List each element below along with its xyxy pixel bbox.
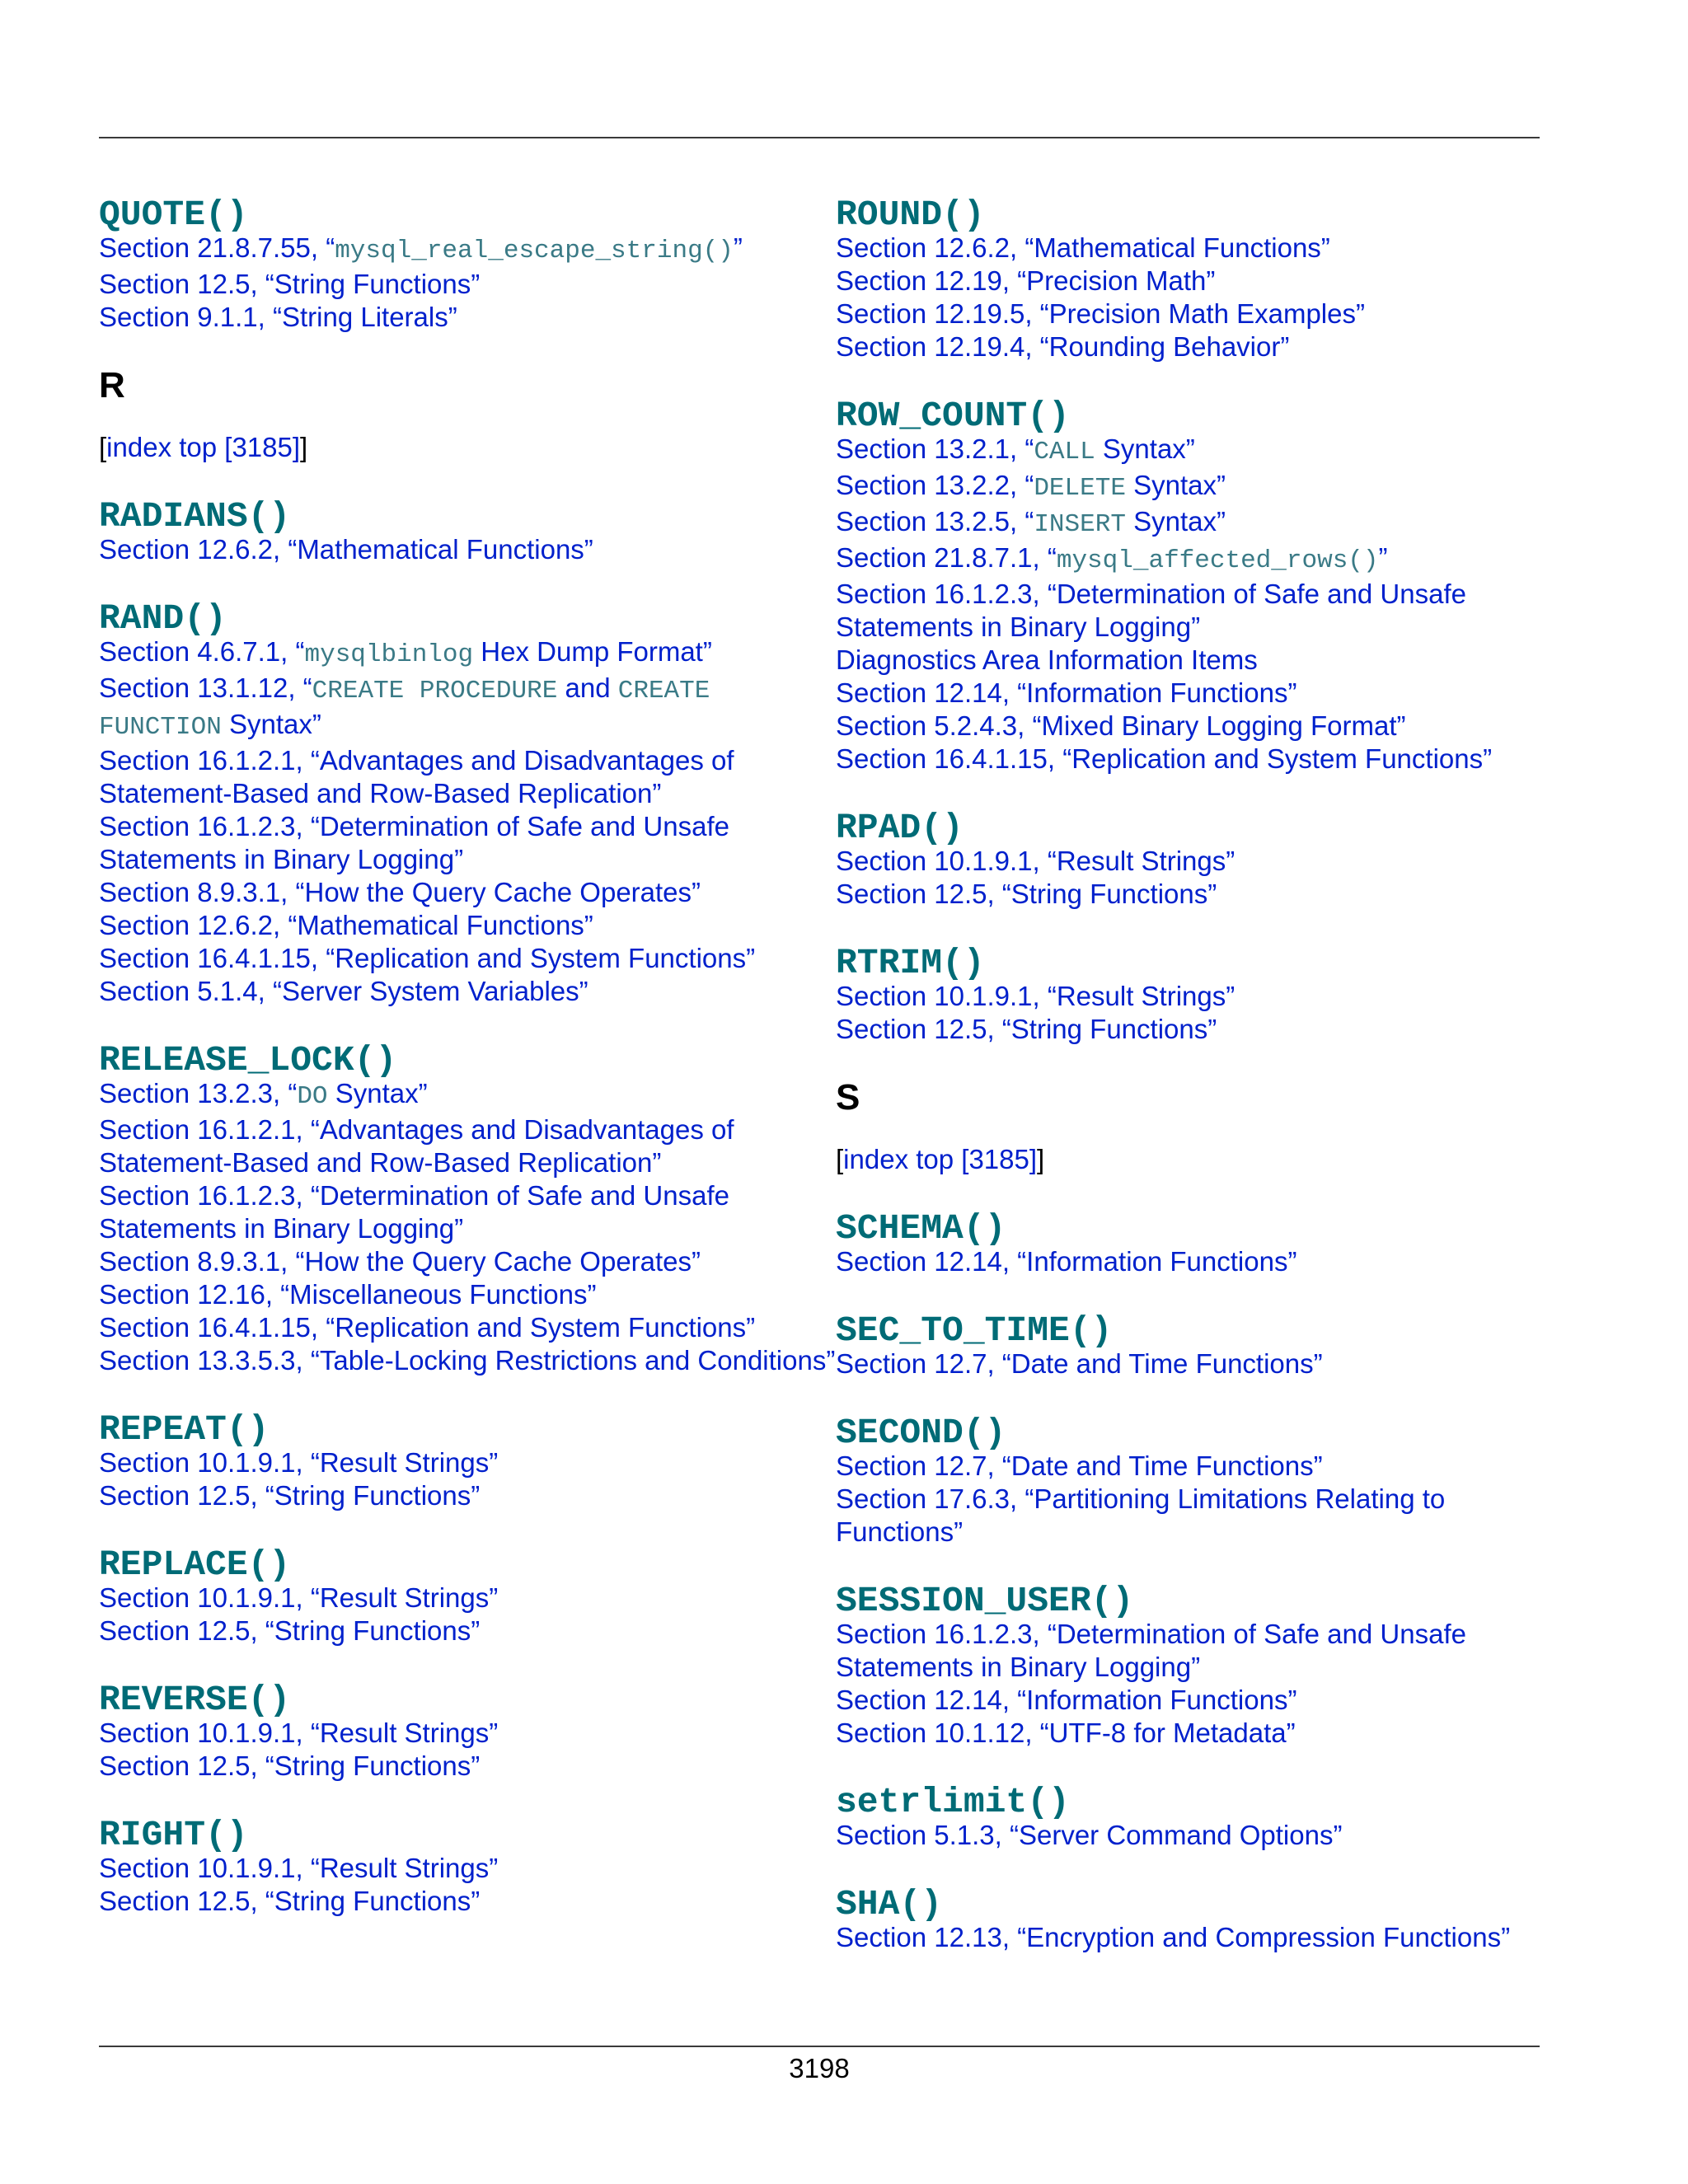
reference-text: Section 12.6.2, “Mathematical Functions”: [99, 910, 593, 940]
code-literal: mysql_affected_rows(): [1056, 546, 1379, 575]
index-reference-link[interactable]: [99, 909, 841, 942]
letter-section: [836, 1077, 1578, 1176]
index-term: RTRIM(): [836, 943, 985, 983]
index-term: RPAD(): [836, 808, 964, 848]
index-entry: [99, 1679, 841, 1783]
index-term: SECOND(): [836, 1413, 1006, 1453]
index-term: SCHEMA(): [836, 1208, 1006, 1249]
index-reference-link[interactable]: [836, 677, 1578, 710]
reference-text: Section 12.13, “Encryption and Compression Functions”: [836, 1922, 1511, 1952]
code-literal: mysql_real_escape_string(): [335, 237, 734, 265]
index-entry: [836, 1580, 1578, 1750]
reference-text: Section 12.14, “Information Functions”: [836, 677, 1297, 708]
index-entry: [99, 194, 841, 334]
index-reference-link[interactable]: [99, 1717, 841, 1750]
index-reference-link[interactable]: [836, 845, 1578, 878]
index-reference-link[interactable]: [99, 1245, 841, 1278]
index-entry: [99, 1408, 841, 1512]
reference-text: Section 16.1.2.1, “Advantages and Disadvantages of Statement-Based and Row-Based Replication”: [99, 745, 734, 808]
index-term: REVERSE(): [99, 1680, 291, 1720]
reference-text: Section 12.19.5, “Precision Math Examples”: [836, 298, 1365, 329]
index-reference-link[interactable]: [99, 975, 841, 1008]
reference-text: Section 13.2.1, “: [836, 434, 1034, 464]
index-reference-link[interactable]: [99, 876, 841, 909]
index-term: REPEAT(): [99, 1409, 270, 1450]
index-entry: [836, 1310, 1578, 1380]
index-reference-link[interactable]: [99, 1479, 841, 1512]
index-reference-link[interactable]: [99, 1077, 841, 1113]
reference-text: Section 5.1.3, “Server Command Options”: [836, 1820, 1343, 1850]
index-term: SESSION_USER(): [836, 1581, 1134, 1621]
index-term: ROUND(): [836, 194, 985, 235]
reference-text: Section 12.6.2, “Mathematical Functions”: [836, 232, 1330, 263]
index-entry: [836, 1883, 1578, 1954]
reference-text: and: [557, 673, 618, 703]
index-reference-link[interactable]: [836, 232, 1578, 265]
header-rule: [99, 137, 1540, 138]
index-entry: [836, 1781, 1578, 1852]
index-term: SEC_TO_TIME(): [836, 1310, 1113, 1351]
reference-text: Section 16.1.2.3, “Determination of Safe and Unsafe Statements in Binary Logging”: [836, 1619, 1466, 1682]
code-literal: DO: [297, 1082, 328, 1111]
index-entry: [99, 1814, 841, 1918]
index-top-nav: [index top [3185]]: [99, 432, 308, 462]
index-reference-link[interactable]: [836, 1013, 1578, 1046]
index-reference-link[interactable]: [836, 644, 1578, 677]
reference-text: Syntax”: [327, 1078, 428, 1108]
letter-heading: R: [99, 365, 125, 405]
index-entry: [836, 194, 1578, 363]
index-entry: [836, 1412, 1578, 1549]
index-reference-link[interactable]: [99, 1446, 841, 1479]
index-entry: [836, 1207, 1578, 1278]
reference-text: Section 10.1.9.1, “Result Strings”: [99, 1582, 499, 1613]
reference-text: Section 12.14, “Information Functions”: [836, 1685, 1297, 1715]
reference-text: Section 16.1.2.3, “Determination of Safe and Unsafe Statements in Binary Logging”: [99, 1180, 729, 1244]
index-reference-link[interactable]: [99, 1311, 841, 1344]
index-reference-link[interactable]: [836, 743, 1578, 776]
index-reference-link[interactable]: [99, 268, 841, 301]
index-column-left: [99, 194, 841, 1949]
index-reference-link[interactable]: [836, 710, 1578, 743]
index-reference-link[interactable]: [836, 1618, 1578, 1684]
reference-text: Hex Dump Format”: [473, 636, 712, 667]
index-reference-link[interactable]: [836, 1450, 1578, 1483]
reference-text: Syntax”: [1125, 506, 1226, 537]
index-reference-link[interactable]: [836, 265, 1578, 298]
reference-text: Section 12.5, “String Functions”: [99, 1615, 481, 1646]
reference-text: Section 10.1.9.1, “Result Strings”: [836, 981, 1236, 1011]
index-term: RIGHT(): [99, 1815, 248, 1855]
reference-text: Section 21.8.7.1, “: [836, 542, 1057, 573]
reference-text: Syntax”: [221, 709, 321, 739]
reference-text: Section 12.7, “Date and Time Functions”: [836, 1451, 1323, 1481]
reference-text: Section 12.7, “Date and Time Functions”: [836, 1348, 1323, 1379]
reference-text: Section 13.3.5.3, “Table-Locking Restrictions and Conditions”: [99, 1345, 836, 1376]
code-literal: CREATE FUNCTION: [99, 677, 710, 742]
index-entry: [836, 395, 1578, 776]
reference-text: Section 5.2.4.3, “Mixed Binary Logging Format”: [836, 710, 1406, 741]
index-reference-link[interactable]: [99, 672, 841, 744]
index-entry: [836, 807, 1578, 911]
reference-text: Section 13.2.5, “: [836, 506, 1034, 537]
reference-text: Section 12.5, “String Functions”: [836, 1014, 1217, 1044]
index-reference-link[interactable]: [99, 301, 841, 334]
reference-text: Section 12.5, “String Functions”: [836, 879, 1217, 909]
index-reference-link[interactable]: [836, 469, 1578, 505]
index-entry: [99, 1544, 841, 1647]
reference-text: Section 16.1.2.3, “Determination of Safe and Unsafe Statements in Binary Logging”: [836, 579, 1466, 642]
reference-text: Section 12.19.4, “Rounding Behavior”: [836, 331, 1290, 362]
index-reference-link[interactable]: [99, 1344, 841, 1377]
reference-text: Syntax”: [1125, 470, 1226, 500]
index-reference-link[interactable]: [836, 298, 1578, 330]
index-entry: [99, 1039, 841, 1377]
index-reference-link[interactable]: [99, 810, 841, 876]
index-reference-link[interactable]: [99, 942, 841, 975]
index-reference-link[interactable]: [99, 1113, 841, 1179]
index-reference-link[interactable]: [836, 1684, 1578, 1717]
letter-section: [99, 365, 841, 464]
reference-text: Section 5.1.4, “Server System Variables”: [99, 976, 588, 1006]
index-column-right: [836, 194, 1578, 1985]
index-reference-link[interactable]: [99, 1615, 841, 1647]
reference-text: Section 4.6.7.1, “: [99, 636, 305, 667]
index-top-link[interactable]: index top [3185]: [106, 432, 301, 462]
reference-text: ”: [1378, 542, 1388, 573]
code-literal: CALL: [1034, 438, 1095, 466]
index-reference-link[interactable]: [836, 1245, 1578, 1278]
index-top-nav: [index top [3185]]: [836, 1144, 1045, 1174]
reference-text: Section 10.1.9.1, “Result Strings”: [836, 846, 1236, 876]
index-reference-link[interactable]: [99, 1278, 841, 1311]
index-term: RADIANS(): [99, 496, 291, 537]
reference-text: Section 10.1.12, “UTF-8 for Metadata”: [836, 1718, 1296, 1748]
index-entry: [836, 942, 1578, 1046]
footer-rule: [99, 2046, 1540, 2047]
index-entry: [99, 598, 841, 1008]
index-reference-link[interactable]: [836, 1717, 1578, 1750]
index-entry: [99, 495, 841, 566]
index-reference-link[interactable]: [836, 878, 1578, 911]
reference-text: Section 16.1.2.3, “Determination of Safe and Unsafe Statements in Binary Logging”: [99, 811, 729, 874]
reference-text: Section 12.16, “Miscellaneous Functions”: [99, 1279, 597, 1310]
index-term: setrlimit(): [836, 1782, 1070, 1822]
index-term: RELEASE_LOCK(): [99, 1040, 397, 1080]
index-reference-link[interactable]: [836, 433, 1578, 469]
reference-text: Section 16.4.1.15, “Replication and System Functions”: [836, 743, 1493, 774]
reference-text: Section 12.5, “String Functions”: [99, 1886, 481, 1916]
index-reference-link[interactable]: [836, 1483, 1578, 1549]
index-reference-link[interactable]: [99, 1885, 841, 1918]
index-reference-link[interactable]: [99, 1179, 841, 1245]
index-reference-link[interactable]: [99, 635, 841, 672]
reference-text: Section 10.1.9.1, “Result Strings”: [99, 1447, 499, 1478]
index-reference-link[interactable]: [836, 578, 1578, 644]
reference-text: Section 13.1.12, “: [99, 673, 312, 703]
reference-text: Section 12.14, “Information Functions”: [836, 1246, 1297, 1277]
index-reference-link[interactable]: [99, 1750, 841, 1783]
reference-text: Section 12.5, “String Functions”: [99, 1750, 481, 1781]
index-reference-link[interactable]: [836, 980, 1578, 1013]
reference-text: Section 21.8.7.55, “: [99, 232, 335, 263]
reference-text: Section 17.6.3, “Partitioning Limitations Relating to Functions”: [836, 1483, 1446, 1547]
page-number: 3198: [789, 2053, 850, 2083]
index-reference-link[interactable]: [99, 1852, 841, 1885]
reference-text: Section 16.4.1.15, “Replication and System Functions”: [99, 943, 756, 973]
reference-text: Syntax”: [1095, 434, 1195, 464]
index-reference-link[interactable]: [99, 1582, 841, 1615]
reference-text: Diagnostics Area Information Items: [836, 644, 1258, 675]
index-term: QUOTE(): [99, 194, 248, 235]
reference-text: Section 10.1.9.1, “Result Strings”: [99, 1853, 499, 1883]
index-reference-link[interactable]: [836, 541, 1578, 578]
reference-text: ”: [733, 232, 743, 263]
index-reference-link[interactable]: [836, 1347, 1578, 1380]
index-reference-link[interactable]: [836, 505, 1578, 541]
code-literal: DELETE: [1034, 474, 1126, 503]
index-reference-link[interactable]: [99, 744, 841, 810]
index-term: REPLACE(): [99, 1544, 291, 1585]
index-top-link[interactable]: index top [3185]: [843, 1144, 1038, 1174]
reference-text: Section 13.2.2, “: [836, 470, 1034, 500]
code-literal: INSERT: [1034, 510, 1126, 539]
index-reference-link[interactable]: [836, 330, 1578, 363]
reference-text: Section 16.4.1.15, “Replication and System Functions”: [99, 1312, 756, 1343]
reference-text: Section 16.1.2.1, “Advantages and Disadvantages of Statement-Based and Row-Based Replication”: [99, 1114, 734, 1178]
index-reference-link[interactable]: [99, 232, 841, 268]
index-reference-link[interactable]: [99, 533, 841, 566]
index-reference-link[interactable]: [836, 1921, 1578, 1954]
reference-text: Section 12.5, “String Functions”: [99, 1480, 481, 1511]
reference-text: Section 13.2.3, “: [99, 1078, 298, 1108]
letter-heading: S: [836, 1077, 860, 1118]
reference-text: Section 12.6.2, “Mathematical Functions”: [99, 534, 593, 565]
code-literal: CREATE PROCEDURE: [312, 677, 558, 705]
index-reference-link[interactable]: [836, 1819, 1578, 1852]
index-term: RAND(): [99, 598, 227, 639]
reference-text: Section 9.1.1, “String Literals”: [99, 302, 457, 332]
index-term: ROW_COUNT(): [836, 396, 1070, 436]
reference-text: Section 10.1.9.1, “Result Strings”: [99, 1718, 499, 1748]
reference-text: Section 12.5, “String Functions”: [99, 269, 481, 299]
code-literal: mysqlbinlog: [304, 640, 474, 669]
reference-text: Section 8.9.3.1, “How the Query Cache Operates”: [99, 1246, 701, 1277]
reference-text: Section 8.9.3.1, “How the Query Cache Operates”: [99, 877, 701, 907]
reference-text: Section 12.19, “Precision Math”: [836, 265, 1216, 296]
index-term: SHA(): [836, 1884, 943, 1924]
